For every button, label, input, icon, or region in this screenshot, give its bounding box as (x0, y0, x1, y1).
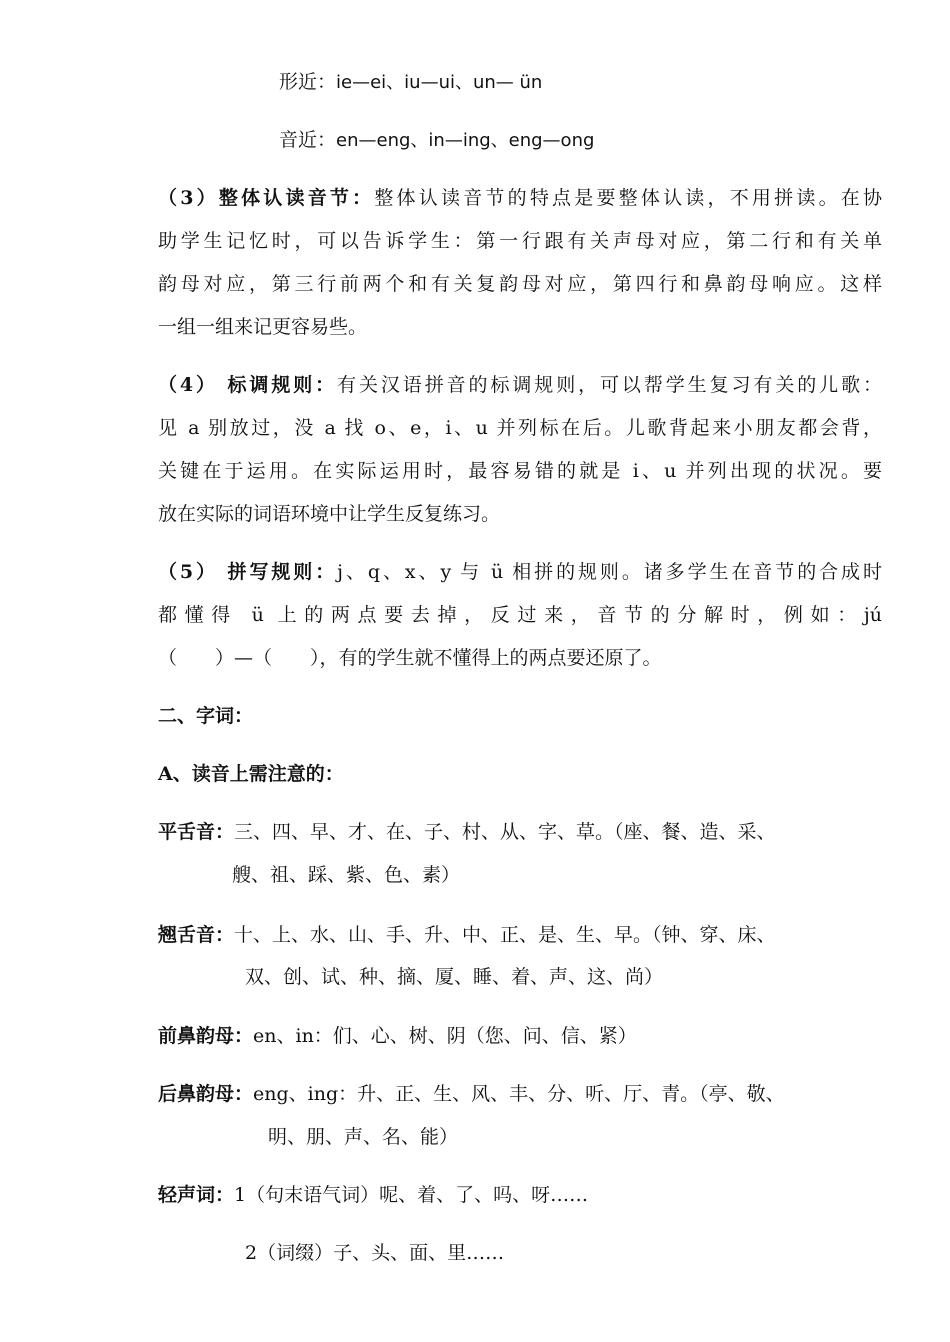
section5-heading: （5） 拼写规则： (158, 561, 338, 583)
qiaoshe-line2: 双、创、试、种、摘、厦、睡、着、声、这、尚） (245, 966, 664, 988)
qingsheng-text1: 1（句末语气词）呢、着、了、吗、呀…… (234, 1184, 589, 1206)
section3-line1 (158, 189, 882, 208)
qianbi-line (158, 1027, 637, 1046)
qianbi-label: 前鼻韵母： (158, 1025, 254, 1047)
xingjin-label: 形近： (279, 71, 337, 93)
section-two-heading (158, 707, 253, 726)
qingsheng-line2: 2（词缀）子、头、面、里…… (245, 1242, 505, 1264)
houbi-line1 (158, 1085, 896, 1104)
pingshe-line2: 艘、祖、踩、紫、色、素） (232, 864, 461, 886)
section3-text1: 整体认读音节的特点是要整体认读，不用拼读。在协 (374, 187, 882, 209)
section5-line2: 都懂得 ü 上的两点要去掉，反过来，音节的分解时，例如：jú (158, 604, 882, 626)
pingshe-label: 平舌音： (158, 821, 235, 843)
qiaoshe-line1 (158, 926, 896, 945)
section5-line1 (158, 563, 882, 582)
section4-heading: （4） 标调规则： (158, 374, 338, 396)
houbi-line2: 明、朋、声、名、能） (268, 1126, 459, 1148)
section5-text1: j、q、x、y 与 ü 相拼的规则。诸多学生在音节的合成时 (337, 561, 882, 583)
qingsheng-line1 (158, 1186, 588, 1205)
section-two-heading-text: 二、字词： (158, 705, 254, 727)
section4-line4: 放在实际的词语环境中让学生反复练习。 (158, 503, 501, 525)
section4-line2: 见 a 别放过，没 a 找 o、e，i、u 并列标在后。儿歌背起来小朋友都会背， (158, 417, 882, 439)
qiaoshe-text1: 十、上、水、山、手、升、中、正、是、生、早。（钟、穿、床、 (234, 924, 776, 946)
pingshe-text1: 三、四、早、才、在、子、村、从、字、草。（座、餐、造、采、 (234, 821, 776, 843)
qingsheng-label: 轻声词： (158, 1184, 235, 1206)
section4-line1 (158, 376, 882, 395)
xingjin-value: ie—ei、iu—ui、un— ün (336, 72, 543, 93)
xingjin-line (279, 73, 542, 92)
section3-line3: 韵母对应，第三行前两个和有关复韵母对应，第四行和鼻韵母响应。这样 (158, 273, 882, 295)
qianbi-value: en、in：们、心、树、阴（您、问、信、紧） (253, 1025, 637, 1047)
yinjin-value: en—eng、in—ing、eng—ong (336, 130, 595, 151)
section4-line3: 关键在于运用。在实际运用时，最容易错的就是 i、u 并列出现的状况。要 (158, 460, 882, 482)
pingshe-line1 (158, 823, 896, 842)
section3-line2: 助学生记忆时，可以告诉学生：第一行跟有关声母对应，第二行和有关单 (158, 230, 882, 252)
qiaoshe-label: 翘舌音： (158, 924, 235, 946)
yinjin-line (279, 131, 594, 150)
houbi-label: 后鼻韵母： (158, 1083, 254, 1105)
section5-line3: （ ）—（ ），有的学生就不懂得上的两点要还原了。 (158, 647, 662, 669)
section3-line4: 一组一组来记更容易些。 (158, 316, 368, 338)
houbi-text1: eng、ing：升、正、生、风、丰、分、听、厅、青。（亭、敬、 (253, 1083, 785, 1105)
section3-heading: （3）整体认读音节： (158, 187, 375, 209)
section4-text1: 有关汉语拼音的标调规则，可以帮学生复习有关的儿歌： (337, 374, 882, 396)
yinjin-label: 音近： (279, 129, 337, 151)
section-two-sub-a-text: A、读音上需注意的： (158, 763, 344, 785)
section-two-sub-a (158, 765, 344, 784)
